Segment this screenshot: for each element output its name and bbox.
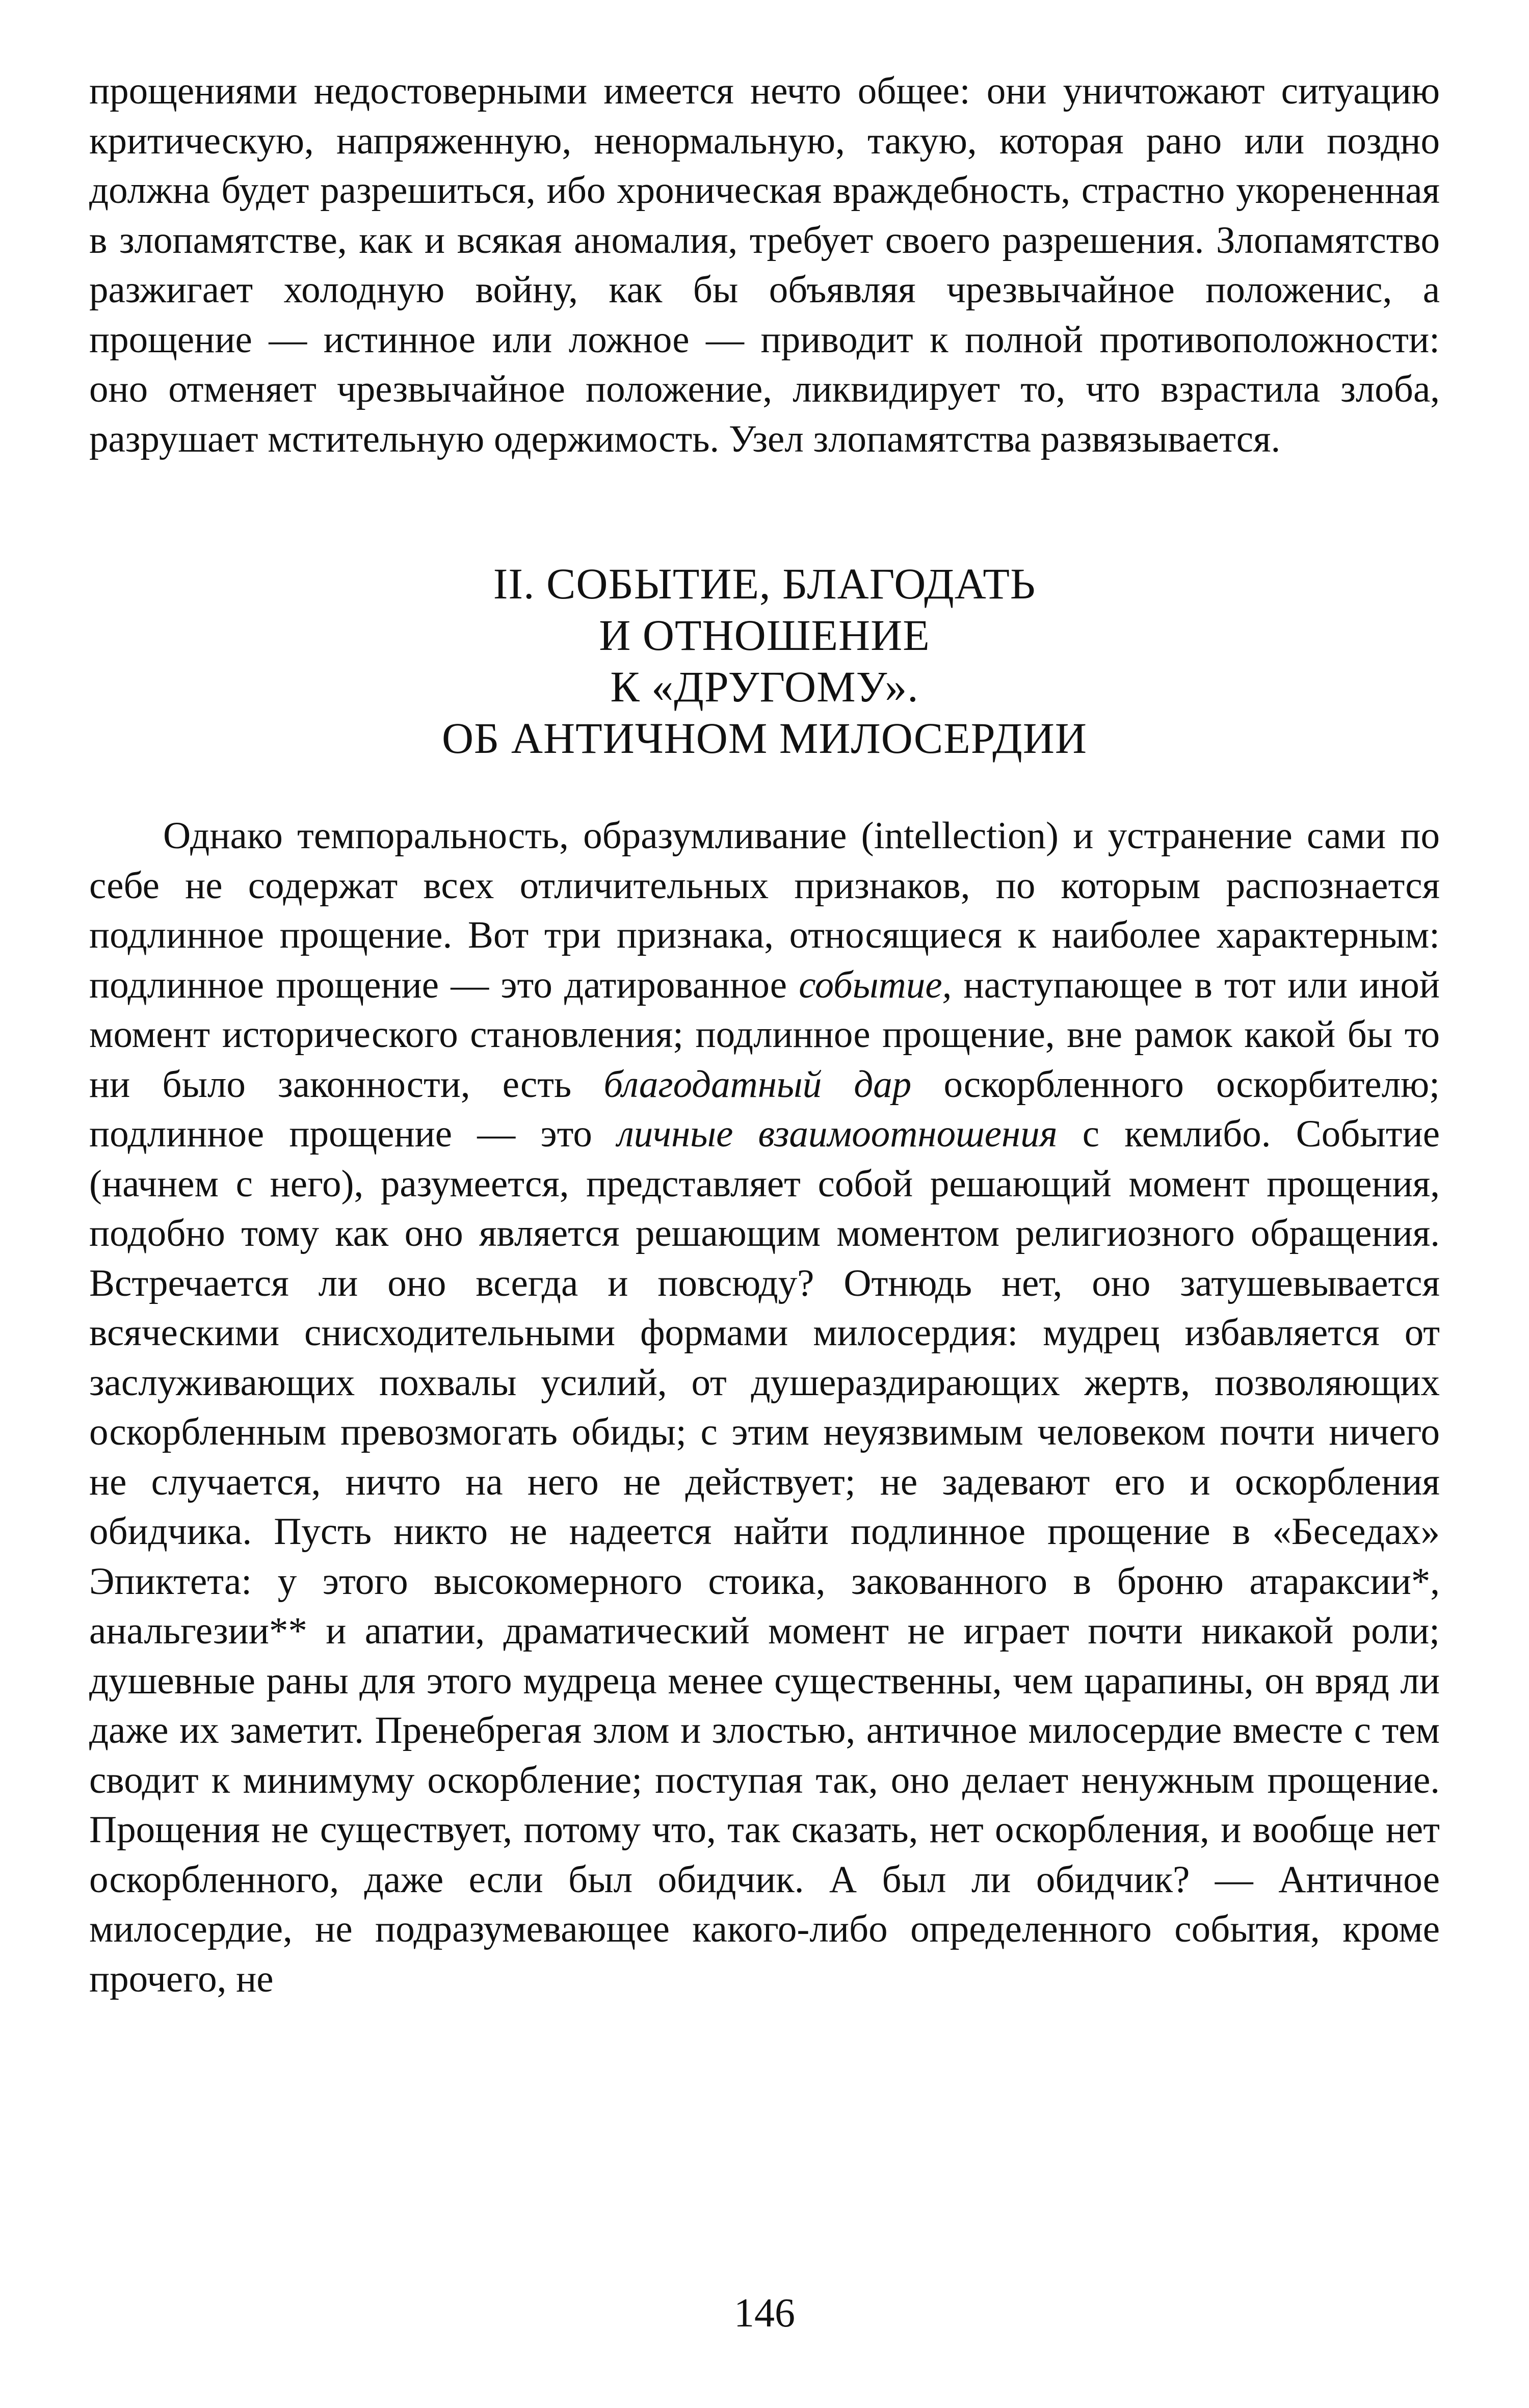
heading-line-3: К «ДРУГОМУ».	[610, 662, 919, 711]
heading-line-1: II. СОБЫТИЕ, БЛАГОДАТЬ	[493, 559, 1036, 608]
main-paragraph	[89, 811, 1440, 2004]
main-paragraph-text-3: оскорбленного оскорбителю; подлинное прощение — это	[89, 1063, 1440, 1155]
page-number: 146	[734, 2291, 795, 2336]
intro-paragraph: прощениями недостоверными имеется нечто общее: они уничтожают ситуацию критическую, напряженную, ненормальную, такую, которая рано или поздно должна будет разрешиться, ибо хроническая враждебность, страстно укорененная в злопамятстве, как и всякая аномалия, требует своего разрешения. Злопамятство разжигает холодную войну, как бы объявляя чрезвычайное положенис, а прощение — истинное или ложное — приводит к полной противоположности: оно отменяет чрезвычайное положение, ликвидирует то, что взрастила злоба, разрушает мстительную одержимость. Узел злопамятства развязывается.	[89, 70, 1440, 460]
italic-term-relations: личные взаимоотношения	[617, 1113, 1058, 1155]
main-paragraph-text-4: с кемлибо. Событие (начнем с него), разумеется, представляет собой решающий момент прощения, подобно тому как оно является решающим моментом религиозного обращения. Встречается ли оно всегда и повсюду? Отнюдь нет, оно затушевывается всяческими снисходительными формами милосердия: мудрец избавляется от заслуживающих похвалы усилий, от душераздирающих жертв, позволяющих оскорбленным превозмогать обиды; с этим неуязвимым человеком почти ничего не случается, ничто на него не действует; не задевают его и оскорбления обидчика. Пусть никто не надеется найти подлинное прощение в «Беседах» Эпиктета: у этого высокомерного стоика, закованного в броню атараксии*, анальгезии** и апатии, драматический момент не играет почти никакой роли; душевные раны для этого мудреца менее существенны, чем царапины, он вряд ли даже их заметит. Пренебрегая злом и злостью, античное милосердие вместе с тем сводит к минимуму оскорбление; поступая так, оно делает ненужным прощение. Прощения не существует, потому что, так сказать, нет оскорбления, и вообще нет оскорбленного, даже если был обидчик. А был ли обидчик? — Античное милосердие, не подразумевающее какого-либо определенного события, кроме прочего, не	[89, 1113, 1440, 2000]
section-heading	[89, 558, 1440, 764]
italic-term-gift: благодатный дар	[603, 1063, 912, 1106]
book-page	[89, 66, 1440, 2004]
main-paragraph-text-2: наступающее в тот или иной момент исторического становления; подлинное прощение, вне рамок какой бы то ни было законности, есть	[89, 963, 1440, 1106]
main-paragraph-text-1: Однако темпоральность, образумливание (intellection) и устранение сами по себе не содержат всех отличительных признаков, по которым распознается подлинное прощение. Вот три признака, относящиеся к наиболее характерным: подлинное прощение — это датированное	[89, 815, 1440, 1006]
heading-line-4: ОБ АНТИЧНОМ МИЛОСЕРДИИ	[441, 714, 1088, 763]
italic-term-event: событие,	[799, 963, 952, 1006]
heading-line-2: И ОТНОШЕНИЕ	[599, 611, 930, 660]
